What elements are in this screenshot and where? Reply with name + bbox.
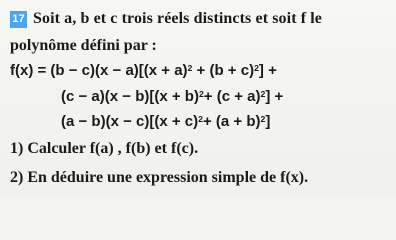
formula-line-3-sup-2: 2 (260, 114, 266, 125)
formula-line-2-middle: + (c + a) (203, 88, 261, 105)
formula-line-1 (10, 63, 277, 78)
formula-line-1-middle: + (b + c) (192, 62, 255, 79)
formula-line-1-sup-2: 2 (254, 63, 259, 74)
exercise-number-badge: 17 (10, 11, 27, 28)
formula-line-2-sup-2: 2 (260, 89, 266, 100)
statement-text-1: Soit a, b et c trois réels distincts et soit f le (33, 10, 322, 27)
formula-line-2-left: (c − a)(x − b)[(x + b) (61, 88, 199, 105)
formula-line-3-left: (a − b)(x − c)[(x + c) (61, 113, 199, 130)
statement-line-2: polynôme défini par : (10, 37, 157, 54)
formula-line-3-sup-1: 2 (198, 114, 203, 125)
statement-line-1 (10, 11, 322, 28)
question-1: 1) Calculer f(a) , f(b) et f(c). (10, 140, 199, 157)
formula-line-1-end: ] + (258, 62, 277, 79)
formula-line-3-end: ] (265, 113, 271, 130)
formula-line-1-sup-1: 2 (187, 63, 193, 74)
formula-line-3 (61, 114, 270, 129)
formula-line-2-end: ] + (265, 88, 284, 105)
formula-line-3-middle: + (a + b) (202, 113, 261, 130)
question-2: 2) En déduire une expression simple de f(x). (10, 169, 309, 186)
formula-line-2-sup-1: 2 (198, 89, 204, 100)
formula-line-2 (61, 89, 283, 104)
formula-line-1-left: f(x) = (b − c)(x − a)[(x + a) (10, 62, 188, 79)
